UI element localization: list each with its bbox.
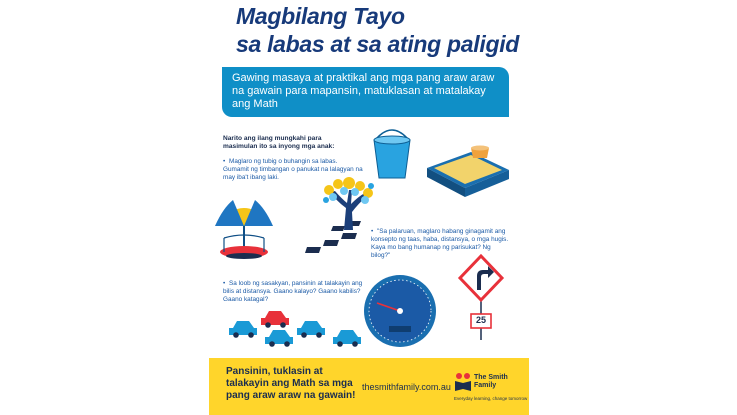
title-line-2: sa labas at sa ating paligid — [236, 31, 520, 57]
road-sign-icon — [460, 256, 502, 340]
car-icon — [265, 330, 293, 347]
bullet: • — [223, 158, 226, 165]
footer — [209, 358, 529, 415]
bucket-icon — [374, 130, 410, 178]
logo-tagline: Everyday learning, change tomorrow — [454, 396, 528, 401]
bullet: • — [371, 228, 374, 235]
logo-name — [474, 374, 508, 389]
speedometer-icon — [364, 275, 436, 347]
tree-icon — [323, 177, 374, 230]
title-line-1: Magbilang Tayo — [236, 3, 405, 29]
tip-text-1: Maglaro ng tubig o buhangin sa labas. Gumamit ng timbangan o panukat na lalagyan na may iba't ibang laki. — [223, 158, 363, 181]
banner-text: Gawing masaya at praktikal ang mga pang araw araw na gawain para mapansin, matuklasan at matalakay ang Math — [232, 72, 495, 110]
car-icon — [261, 311, 289, 328]
car-icon — [229, 321, 257, 338]
smith-family-logo — [454, 372, 528, 408]
family-logo-icon — [454, 372, 472, 392]
bullet: • — [223, 280, 226, 287]
speed-limit-text: 25 — [475, 315, 486, 325]
sandbox-icon — [427, 146, 509, 198]
footer-slogan: Pansinin, tuklasin at talakayin ang Math sa mga pang araw araw na gawain! — [226, 366, 356, 401]
illustrations — [209, 0, 529, 358]
car-icon — [297, 321, 325, 338]
footer-url[interactable]: thesmithfamily.com.au — [362, 382, 451, 392]
logo-name-line-1: The Smith — [474, 374, 508, 381]
merry-go-round-icon — [215, 200, 273, 259]
tip-text-3: Sa loob ng sasakyan, pansinin at talakayin ang bilis at distansya. Gaano kalayo? Gaano kabilis? Gaano katagal? — [223, 280, 363, 303]
intro-text: Narito ang ilang mungkahi para masimulan ito sa inyong mga anak: — [223, 135, 335, 150]
logo-name-line-2: Family — [474, 381, 497, 389]
tip-text-2: "Sa palaruan, maglaro habang ginagamit ang konsepto ng taas, haba, distansya, o mga hugis. Kaya mo bang humanap ng parisukat? Ng bilog?" — [371, 228, 509, 259]
car-icon — [333, 330, 361, 347]
poster — [209, 0, 529, 415]
